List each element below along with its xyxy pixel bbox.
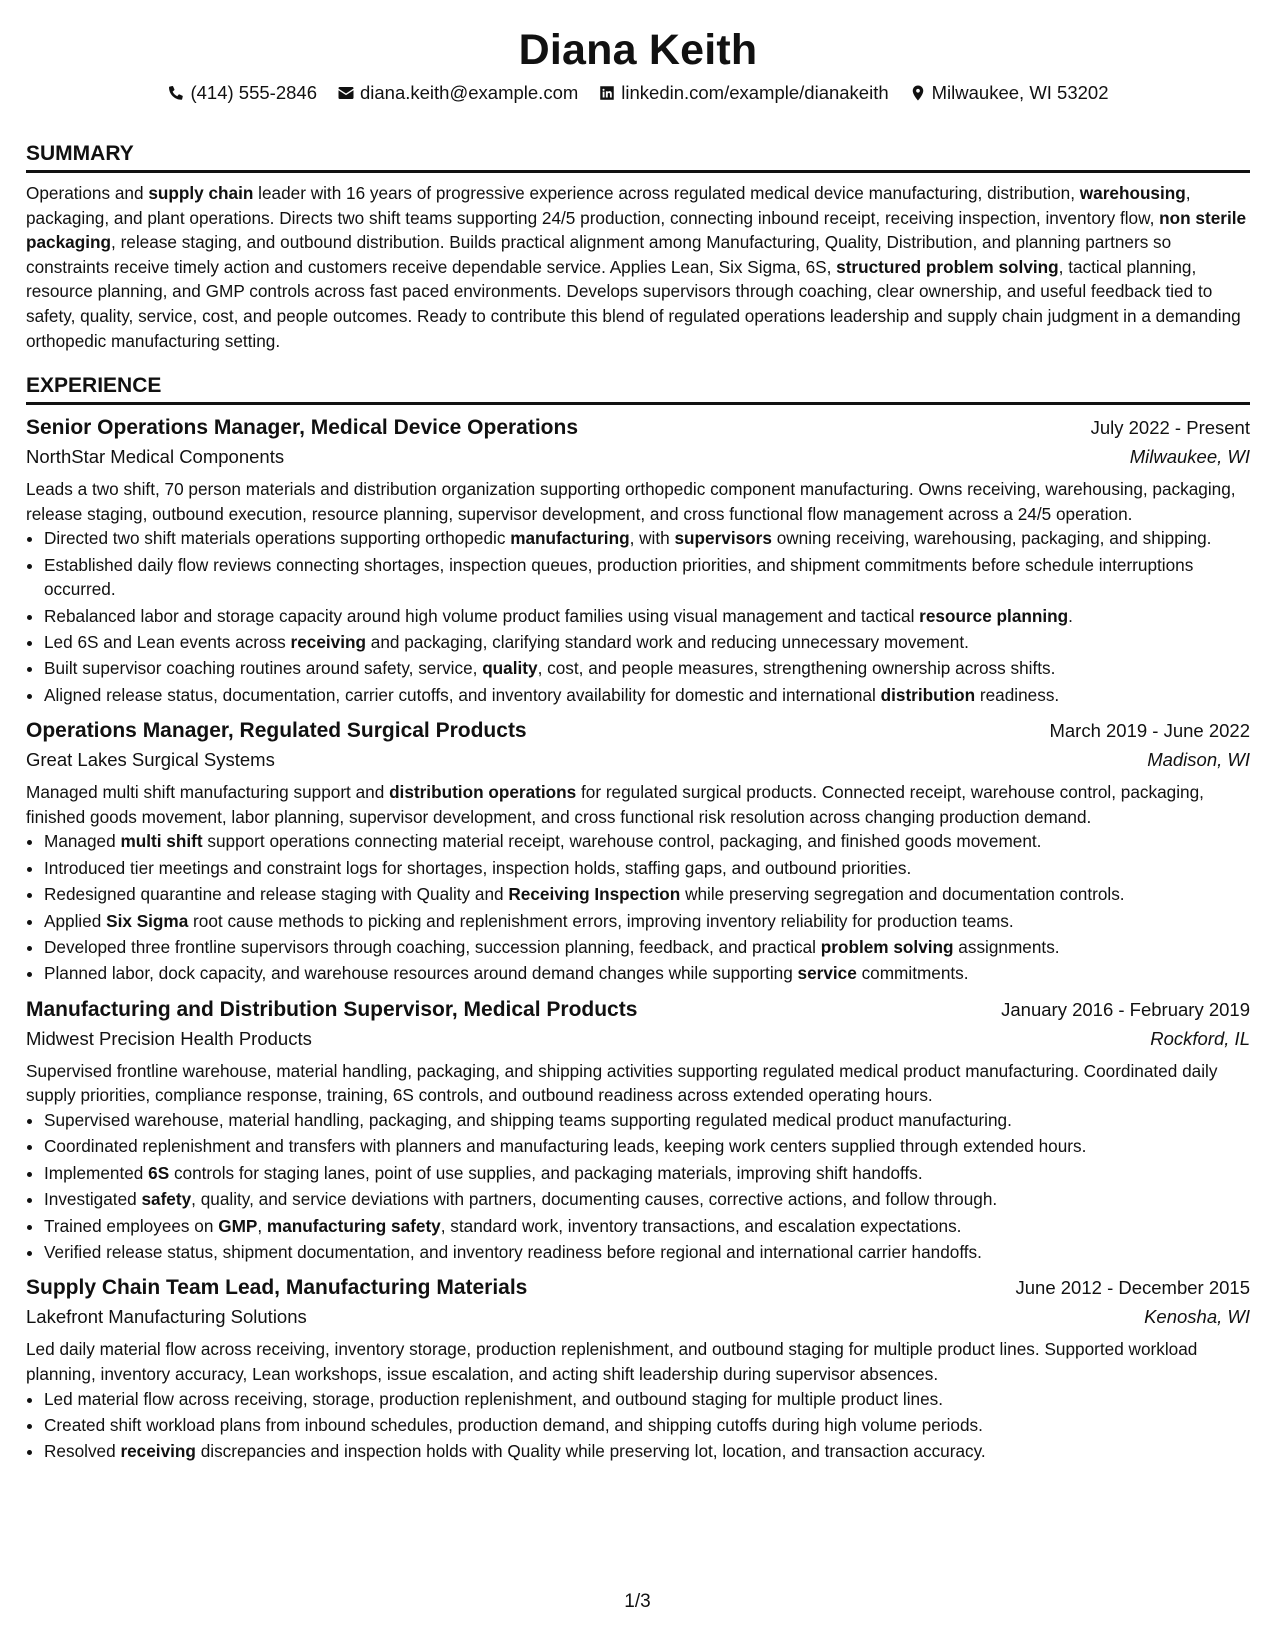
summary-text	[26, 181, 1250, 353]
text-segment: , standard work, inventory transactions, and escalation expectations.	[440, 1215, 962, 1236]
bullet-item	[44, 1161, 1250, 1185]
job-title: Supply Chain Team Lead, Manufacturing Materials	[26, 1276, 528, 1300]
text-segment: leader with 16 years of progressive experience across regulated medical device manufacturing, distribution,	[253, 183, 1080, 203]
bullet-item	[44, 1108, 1250, 1132]
text-segment: Managed	[44, 831, 121, 852]
text-segment: support operations connecting material receipt, warehouse control, packaging, and finished goods movement.	[202, 831, 1042, 852]
experience-heading: EXPERIENCE	[26, 373, 1250, 405]
text-segment: Implemented	[44, 1162, 149, 1183]
text-segment: Created shift workload plans from inbound schedules, production demand, and shipping cutoffs during high volume periods.	[44, 1415, 983, 1436]
bold-keyword: resource planning	[919, 605, 1069, 626]
job-list	[26, 413, 1250, 1464]
text-segment: Resolved	[44, 1441, 121, 1462]
job-description	[26, 1059, 1250, 1108]
text-segment: Introduced tier meetings and constraint logs for shortages, inspection holds, staffing gaps, and outbound priorities.	[44, 857, 912, 878]
bullet-item	[44, 656, 1250, 680]
bold-keyword: quality	[482, 658, 538, 679]
bullet-item	[44, 1387, 1250, 1411]
job-company: Great Lakes Surgical Systems	[26, 749, 275, 771]
job-bullets	[26, 1387, 1250, 1464]
text-segment: Led daily material flow across receiving, inventory storage, production replenishment, and outbound staging for multiple product lines. Supported workload planning, inventory accuracy, Lean workshops, issue escalation, and acting shift leadership during supervisor absences.	[26, 1339, 1198, 1385]
job-company-row	[26, 1024, 1250, 1054]
text-segment: while preserving segregation and documentation controls.	[680, 884, 1125, 905]
bullet-item	[44, 1413, 1250, 1437]
text-segment: owning receiving, warehousing, packaging, and shipping.	[771, 528, 1212, 549]
bullet-item	[44, 1214, 1250, 1238]
bold-keyword: receiving	[120, 1441, 196, 1462]
job-company-row	[26, 442, 1250, 472]
job-entry	[26, 716, 1250, 986]
text-segment: Led material flow across receiving, storage, production replenishment, and outbound staging for multiple product lines.	[44, 1388, 944, 1409]
bold-keyword: manufacturing safety	[266, 1215, 441, 1236]
envelope-icon	[337, 84, 355, 102]
job-location: Kenosha, WI	[1144, 1306, 1250, 1328]
bullet-item	[44, 1240, 1250, 1264]
bold-keyword: Receiving Inspection	[508, 884, 681, 905]
bold-keyword: manufacturing	[510, 528, 630, 549]
job-location: Milwaukee, WI	[1129, 446, 1250, 468]
job-bullets	[26, 1108, 1250, 1264]
text-segment: ,	[257, 1215, 267, 1236]
job-header-row	[26, 716, 1250, 745]
bold-keyword: distribution operations	[389, 782, 577, 803]
bold-keyword: safety	[141, 1189, 192, 1210]
job-bullets	[26, 829, 1250, 985]
bold-keyword: structured problem solving	[836, 256, 1059, 277]
text-segment: Led 6S and Lean events across	[44, 631, 291, 652]
text-segment: Built supervisor coaching routines around safety, service,	[44, 658, 483, 679]
text-segment: readiness.	[975, 684, 1060, 705]
text-segment: for regulated surgical products. Connected receipt, warehouse control, packaging, finished goods movement, labor planning, supervisor development, and cross functional risk resolution across changing production demand.	[26, 782, 1204, 827]
page-number: 1/3	[624, 1591, 651, 1612]
text-segment: Redesigned quarantine and release staging with Quality and	[44, 884, 509, 905]
job-dates: June 2012 - December 2015	[1015, 1277, 1250, 1299]
job-company: NorthStar Medical Components	[26, 446, 285, 468]
bold-keyword: supply chain	[148, 183, 254, 203]
job-dates: March 2019 - June 2022	[1049, 720, 1250, 742]
email-text: diana.keith@example.com	[359, 82, 579, 103]
job-header-row	[26, 1273, 1250, 1302]
bullet-item	[44, 909, 1250, 933]
linkedin-icon	[598, 84, 616, 102]
text-segment: , quality, and service deviations with partners, documenting causes, corrective actions, and follow through.	[191, 1189, 998, 1210]
bold-keyword: warehousing	[1079, 183, 1186, 203]
text-segment: controls for staging lanes, point of use supplies, and packaging materials, improving shift handoffs.	[169, 1162, 923, 1183]
bullet-item	[44, 935, 1250, 959]
job-company-row	[26, 1302, 1250, 1332]
linkedin-text: linkedin.com/example/dianakeith	[621, 82, 889, 103]
job-description	[26, 1337, 1250, 1386]
bold-keyword: non sterile packaging	[26, 207, 1247, 253]
bullet-item	[44, 882, 1250, 906]
text-segment: and packaging, clarifying standard work and reducing unnecessary movement.	[366, 631, 969, 652]
job-entry	[26, 1273, 1250, 1463]
bold-keyword: 6S	[148, 1162, 170, 1183]
job-title: Manufacturing and Distribution Supervisor, Medical Products	[26, 997, 638, 1021]
bullet-item	[44, 630, 1250, 654]
job-description	[26, 780, 1250, 829]
text-segment: , packaging, and plant operations. Directs two shift teams supporting 24/5 production, connecting inbound receipt, receiving inspection, inventory flow,	[26, 183, 1191, 228]
text-segment: Leads a two shift, 70 person materials and distribution organization supporting orthopedic component manufacturing. Owns receiving, warehousing, packaging, release staging, outbound execution, resource planning, supervisor development, and cross functional flow management across a 24/5 operation.	[26, 479, 1236, 524]
bullet-item	[44, 604, 1250, 628]
bold-keyword: distribution	[880, 684, 976, 705]
text-segment: Supervised frontline warehouse, material handling, packaging, and shipping activities supporting regulated medical product manufacturing. Coordinated daily supply priorities, compliance response, training, 6S controls, and outbound readiness across extended operating hours.	[26, 1060, 1218, 1106]
bold-keyword: GMP	[218, 1215, 258, 1236]
text-segment: Established daily flow reviews connecting shortages, inspection queues, production priorities, and shipment commitments before schedule interruptions occurred.	[44, 554, 1194, 600]
bullet-item	[44, 961, 1250, 985]
bold-keyword: problem solving	[820, 937, 954, 957]
text-segment: Directed two shift materials operations supporting orthopedic	[44, 528, 511, 549]
phone-text: (414) 555-2846	[190, 82, 317, 103]
text-segment: , release staging, and outbound distribution. Builds practical alignment among Manufacturing, Quality, Distribution, and planning partners so constraints receive timely action and customers receive dependable service. Applies Lean, Six Sigma, 6S,	[26, 232, 1172, 277]
job-entry	[26, 995, 1250, 1265]
text-segment: Investigated	[44, 1189, 142, 1210]
contact-bar	[26, 80, 1250, 106]
job-company-row	[26, 745, 1250, 775]
text-segment: Supervised warehouse, material handling, packaging, and shipping teams supporting regulated medical product manufacturing.	[44, 1110, 1012, 1130]
map-pin-icon	[909, 84, 927, 102]
bold-keyword: multi shift	[120, 831, 203, 852]
bold-keyword: service	[797, 963, 857, 984]
text-segment: , with	[629, 528, 675, 549]
text-segment: , cost, and people measures, strengthening ownership across shifts.	[537, 658, 1056, 679]
text-segment: .	[1068, 605, 1073, 626]
text-segment: discrepancies and inspection holds with Quality while preserving lot, location, and transaction accuracy.	[195, 1441, 986, 1462]
summary-section	[26, 141, 1250, 353]
text-segment: Verified release status, shipment documentation, and inventory readiness before regional and international carrier handoffs.	[44, 1242, 982, 1263]
job-description	[26, 477, 1250, 526]
contact-linkedin[interactable]	[598, 80, 888, 106]
text-segment: Trained employees on	[44, 1215, 219, 1236]
text-segment: Operations and	[26, 183, 149, 203]
bullet-item	[44, 1187, 1250, 1211]
job-title: Operations Manager, Regulated Surgical Products	[26, 719, 527, 743]
bold-keyword: receiving	[290, 631, 367, 652]
job-title: Senior Operations Manager, Medical Device Operations	[26, 416, 579, 440]
bullet-item	[44, 1134, 1250, 1158]
bullet-item	[44, 526, 1250, 550]
text-segment: Rebalanced labor and storage capacity around high volume product families using visual management and tactical	[44, 605, 920, 626]
contact-email[interactable]	[337, 80, 578, 106]
job-dates: July 2022 - Present	[1090, 417, 1250, 439]
bullet-item	[44, 856, 1250, 880]
text-segment: Coordinated replenishment and transfers with planners and manufacturing leads, keeping work centers supplied through extended hours.	[44, 1136, 1087, 1157]
experience-section	[26, 373, 1250, 1464]
bullet-item	[44, 553, 1250, 602]
bold-keyword: Six Sigma	[106, 910, 189, 931]
bullet-item	[44, 1439, 1250, 1463]
job-header-row	[26, 413, 1250, 442]
bullet-item	[44, 829, 1250, 853]
text-segment: Planned labor, dock capacity, and warehouse resources around demand changes while supporting	[44, 963, 798, 984]
job-entry	[26, 413, 1250, 707]
contact-phone[interactable]	[167, 80, 317, 106]
bold-keyword: supervisors	[674, 528, 772, 549]
job-location: Madison, WI	[1147, 749, 1250, 771]
text-segment: assignments.	[953, 937, 1060, 957]
job-bullets	[26, 526, 1250, 707]
candidate-name: Diana Keith	[518, 26, 758, 74]
text-segment: Managed multi shift manufacturing support and	[26, 782, 390, 803]
location-text: Milwaukee, WI 53202	[931, 82, 1109, 103]
bullet-item	[44, 683, 1250, 707]
job-company: Lakefront Manufacturing Solutions	[26, 1306, 307, 1328]
job-header-row	[26, 995, 1250, 1024]
text-segment: Applied	[44, 910, 107, 931]
summary-heading: SUMMARY	[26, 141, 1250, 173]
text-segment: , tactical planning, resource planning, and GMP controls across fast paced environments. Develops supervisors through coaching, clear ownership, and useful feedback tied to safety, quality, service, cost, and people outcomes. Ready to contribute this blend of regulated operations leadership and supply chain judgment in a demanding orthopedic manufacturing setting.	[26, 256, 1241, 351]
text-segment: Developed three frontline supervisors through coaching, succession planning, feedback, and practical	[44, 937, 821, 957]
contact-location	[909, 80, 1109, 106]
resume-page	[26, 0, 1250, 1466]
phone-icon	[167, 84, 185, 102]
text-segment: commitments.	[856, 963, 969, 984]
job-company: Midwest Precision Health Products	[26, 1027, 312, 1049]
text-segment: Aligned release status, documentation, carrier cutoffs, and inventory availability for domestic and international	[44, 684, 881, 705]
job-dates: January 2016 - February 2019	[1001, 998, 1250, 1020]
text-segment: root cause methods to picking and replenishment errors, improving inventory reliability for production teams.	[188, 910, 1014, 931]
job-location: Rockford, IL	[1150, 1027, 1250, 1049]
